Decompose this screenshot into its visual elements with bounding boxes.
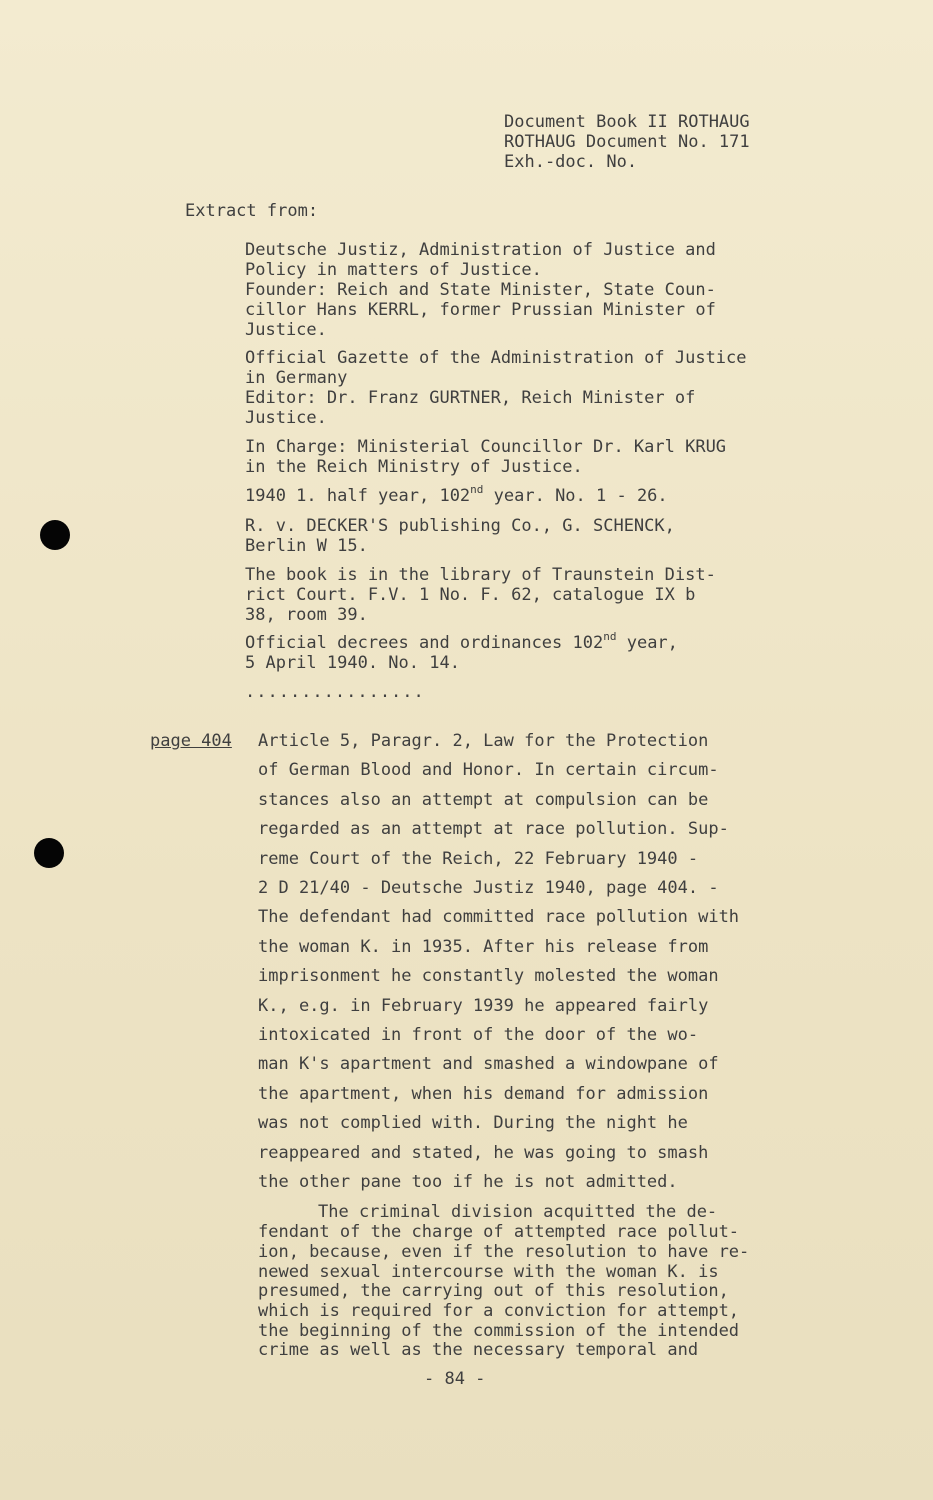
page-reference: page 404 xyxy=(150,731,232,751)
source-text: 5 April 1940. No. 14. xyxy=(245,653,460,673)
source-year-line xyxy=(245,483,668,506)
article-text: the other pane too if he is not admitted. xyxy=(258,1172,678,1192)
header-exhibit-number: Exh.-doc. No. xyxy=(504,152,638,172)
article-text: presumed, the carrying out of this resolution, xyxy=(258,1281,729,1301)
header-document-book: Document Book II ROTHAUG xyxy=(504,112,750,132)
source-text: year, xyxy=(616,633,678,653)
source-text: Policy in matters of Justice. xyxy=(245,260,542,280)
article-text: man K's apartment and smashed a windowpane of xyxy=(258,1054,719,1074)
article-text: ion, because, even if the resolution to have re- xyxy=(258,1242,750,1262)
article-text: which is required for a conviction for attempt, xyxy=(258,1301,740,1321)
source-text: Deutsche Justiz, Administration of Justice and xyxy=(245,240,716,260)
superscript: nd xyxy=(603,630,617,643)
punch-hole-top xyxy=(40,520,70,550)
source-text: The book is in the library of Traunstein Dist- xyxy=(245,565,716,585)
article-text: fendant of the charge of attempted race pollut- xyxy=(258,1222,740,1242)
article-text: of German Blood and Honor. In certain circum- xyxy=(258,760,719,780)
article-text: intoxicated in front of the door of the wo- xyxy=(258,1025,699,1045)
article-text: K., e.g. in February 1939 he appeared fairly xyxy=(258,996,709,1016)
article-text: the beginning of the commission of the intended xyxy=(258,1321,740,1341)
source-text: Justice. xyxy=(245,408,327,428)
article-text: the woman K. in 1935. After his release from xyxy=(258,937,709,957)
article-text: stances also an attempt at compulsion can be xyxy=(258,790,709,810)
source-text: cillor Hans KERRL, former Prussian Minister of xyxy=(245,300,716,320)
article-heading-line: Article 5, Paragr. 2, Law for the Protection xyxy=(258,731,709,751)
article-text: newed sexual intercourse with the woman K. is xyxy=(258,1262,719,1282)
source-text: Founder: Reich and State Minister, State Coun- xyxy=(245,280,716,300)
source-text: in the Reich Ministry of Justice. xyxy=(245,457,583,477)
source-text: Editor: Dr. Franz GURTNER, Reich Minister of xyxy=(245,388,696,408)
article-text: The defendant had committed race pollution with xyxy=(258,907,740,927)
extract-heading: Extract from: xyxy=(185,201,319,221)
page-number: - 84 - xyxy=(424,1369,486,1389)
article-text: imprisonment he constantly molested the woman xyxy=(258,966,719,986)
article-text: the apartment, when his demand for admission xyxy=(258,1084,709,1104)
article-text: was not complied with. During the night he xyxy=(258,1113,688,1133)
source-text: Berlin W 15. xyxy=(245,536,368,556)
source-text: 1940 1. half year, 102 xyxy=(245,486,471,506)
article-text: reme Court of the Reich, 22 February 1940 - xyxy=(258,849,699,869)
punch-hole-bottom xyxy=(34,838,64,868)
dotted-separator: ................ xyxy=(245,682,425,702)
header-document-number: ROTHAUG Document No. 171 xyxy=(504,132,750,152)
source-text: rict Court. F.V. 1 No. F. 62, catalogue IX b xyxy=(245,585,696,605)
source-text: R. v. DECKER'S publishing Co., G. SCHENCK, xyxy=(245,516,675,536)
article-text: reappeared and stated, he was going to smash xyxy=(258,1143,709,1163)
article-text: The criminal division acquitted the de- xyxy=(318,1202,718,1222)
source-text: Justice. xyxy=(245,320,327,340)
article-text: crime as well as the necessary temporal and xyxy=(258,1340,699,1360)
article-text: regarded as an attempt at race pollution. Sup- xyxy=(258,819,729,839)
source-text: Official decrees and ordinances 102 xyxy=(245,633,604,653)
source-text: In Charge: Ministerial Councillor Dr. Karl KRUG xyxy=(245,437,727,457)
article-text: 2 D 21/40 - Deutsche Justiz 1940, page 404. - xyxy=(258,878,719,898)
source-text: 38, room 39. xyxy=(245,605,368,625)
source-text: year. No. 1 - 26. xyxy=(483,486,668,506)
source-text: Official Gazette of the Administration of Justice xyxy=(245,348,747,368)
source-text: in Germany xyxy=(245,368,348,388)
source-decrees-line xyxy=(245,630,678,653)
superscript: nd xyxy=(470,483,484,496)
